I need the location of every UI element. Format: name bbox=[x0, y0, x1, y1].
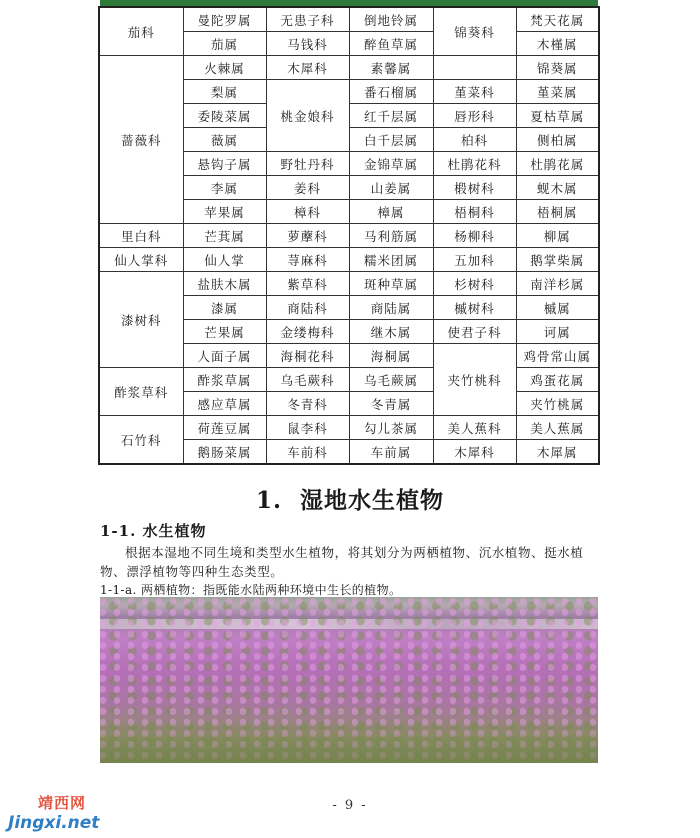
table-cell: 槭属 bbox=[516, 296, 599, 320]
table-cell: 使君子科 bbox=[433, 320, 516, 344]
table-cell: 梧桐科 bbox=[433, 200, 516, 224]
table-cell: 木犀属 bbox=[516, 440, 599, 465]
table-cell: 茄科 bbox=[99, 7, 183, 56]
table-cell: 芒萁属 bbox=[183, 224, 266, 248]
table-cell: 杜鹃花属 bbox=[516, 152, 599, 176]
table-cell: 火棘属 bbox=[183, 56, 266, 80]
table-cell: 鹅掌柴属 bbox=[516, 248, 599, 272]
table-cell: 荨麻科 bbox=[266, 248, 349, 272]
table-cell: 仙人掌 bbox=[183, 248, 266, 272]
table-cell: 南洋杉属 bbox=[516, 272, 599, 296]
table-row bbox=[99, 416, 599, 440]
table-cell: 乌毛蕨属 bbox=[349, 368, 433, 392]
table-cell: 姜科 bbox=[266, 176, 349, 200]
watermark-line1: 靖西网 bbox=[38, 794, 87, 812]
table-cell: 杉树科 bbox=[433, 272, 516, 296]
table-row bbox=[99, 248, 599, 272]
table-cell: 紫草科 bbox=[266, 272, 349, 296]
table-cell: 斑种草属 bbox=[349, 272, 433, 296]
table-cell: 杨柳科 bbox=[433, 224, 516, 248]
table-cell: 感应草属 bbox=[183, 392, 266, 416]
section-title: 湿地水生植物 bbox=[300, 487, 444, 514]
table-cell: 蚬木属 bbox=[516, 176, 599, 200]
table-cell: 梨属 bbox=[183, 80, 266, 104]
table-cell: 悬钩子属 bbox=[183, 152, 266, 176]
table-cell: 木犀科 bbox=[266, 56, 349, 80]
table-cell: 美人蕉科 bbox=[433, 416, 516, 440]
table-cell: 梧桐属 bbox=[516, 200, 599, 224]
table-cell: 木犀科 bbox=[433, 440, 516, 465]
table-row bbox=[99, 56, 599, 80]
table-cell: 曼陀罗属 bbox=[183, 7, 266, 32]
table-cell: 五加科 bbox=[433, 248, 516, 272]
wetland-flower-photo bbox=[100, 597, 598, 763]
table-cell: 勾儿茶属 bbox=[349, 416, 433, 440]
table-cell: 诃属 bbox=[516, 320, 599, 344]
table-cell: 樟属 bbox=[349, 200, 433, 224]
table-cell: 樟科 bbox=[266, 200, 349, 224]
table-cell: 马钱科 bbox=[266, 32, 349, 56]
section-heading bbox=[0, 482, 700, 515]
table-cell: 酢浆草属 bbox=[183, 368, 266, 392]
table-cell: 海桐属 bbox=[349, 344, 433, 368]
table-cell: 番石榴属 bbox=[349, 80, 433, 104]
table-cell: 金锦草属 bbox=[349, 152, 433, 176]
table-cell: 鼠李科 bbox=[266, 416, 349, 440]
table-cell: 鹅肠菜属 bbox=[183, 440, 266, 465]
table-cell: 椴树科 bbox=[433, 176, 516, 200]
table-cell: 鸡骨常山属 bbox=[516, 344, 599, 368]
table-cell: 倒地铃属 bbox=[349, 7, 433, 32]
table-cell: 车前科 bbox=[266, 440, 349, 465]
table-cell: 金缕梅科 bbox=[266, 320, 349, 344]
table-cell: 鸡蛋花属 bbox=[516, 368, 599, 392]
table-cell: 醉鱼草属 bbox=[349, 32, 433, 56]
section-number: 1. bbox=[255, 487, 282, 514]
table-cell: 李属 bbox=[183, 176, 266, 200]
table-cell: 马利筋属 bbox=[349, 224, 433, 248]
table-cell: 薇属 bbox=[183, 128, 266, 152]
subsection-heading: 1-1. 水生植物 bbox=[100, 522, 207, 540]
table-cell bbox=[433, 56, 516, 80]
table-cell: 石竹科 bbox=[99, 416, 183, 465]
table-cell: 冬青属 bbox=[349, 392, 433, 416]
table-cell: 芒果属 bbox=[183, 320, 266, 344]
sub-note: 1-1-a. 两栖植物：指既能水陆两种环境中生长的植物。 bbox=[100, 583, 402, 597]
table-cell: 唇形科 bbox=[433, 104, 516, 128]
table-cell: 野牡丹科 bbox=[266, 152, 349, 176]
table-cell: 白千层属 bbox=[349, 128, 433, 152]
table-cell: 夹竹桃科 bbox=[433, 344, 516, 416]
table-row bbox=[99, 7, 599, 32]
table-cell: 海桐花科 bbox=[266, 344, 349, 368]
table-cell: 柳属 bbox=[516, 224, 599, 248]
table-row bbox=[99, 368, 599, 392]
table-cell: 杜鹃花科 bbox=[433, 152, 516, 176]
table-cell: 红千层属 bbox=[349, 104, 433, 128]
watermark bbox=[8, 792, 99, 833]
table-cell: 仙人掌科 bbox=[99, 248, 183, 272]
table-cell: 锦葵科 bbox=[433, 7, 516, 56]
table-cell: 酢浆草科 bbox=[99, 368, 183, 416]
table-cell: 委陵菜属 bbox=[183, 104, 266, 128]
table-cell: 车前属 bbox=[349, 440, 433, 465]
table-cell: 茄属 bbox=[183, 32, 266, 56]
table-cell: 漆属 bbox=[183, 296, 266, 320]
table-cell: 苹果属 bbox=[183, 200, 266, 224]
table-cell: 人面子属 bbox=[183, 344, 266, 368]
body-paragraph: 根据本湿地不同生境和类型水生植物，将其划分为两栖植物、沉水植物、挺水植物、漂浮植物等四种生态类型。 bbox=[100, 545, 584, 579]
table-cell: 漆树科 bbox=[99, 272, 183, 368]
table-cell: 美人蕉属 bbox=[516, 416, 599, 440]
table-cell: 梵天花属 bbox=[516, 7, 599, 32]
table-cell: 堇菜科 bbox=[433, 80, 516, 104]
table-cell: 商陆属 bbox=[349, 296, 433, 320]
table-cell: 冬青科 bbox=[266, 392, 349, 416]
table-cell: 侧柏属 bbox=[516, 128, 599, 152]
table-cell: 柏科 bbox=[433, 128, 516, 152]
table-cell: 木槿属 bbox=[516, 32, 599, 56]
table-cell: 堇菜属 bbox=[516, 80, 599, 104]
plant-taxa-table bbox=[98, 6, 600, 465]
table-cell: 无患子科 bbox=[266, 7, 349, 32]
table-row bbox=[99, 272, 599, 296]
table-cell: 夹竹桃属 bbox=[516, 392, 599, 416]
table-cell: 糯米团属 bbox=[349, 248, 433, 272]
page-number: - 9 - bbox=[332, 798, 368, 813]
table-cell: 锦葵属 bbox=[516, 56, 599, 80]
table-cell: 商陆科 bbox=[266, 296, 349, 320]
table-cell: 蔷薇科 bbox=[99, 56, 183, 224]
photo-grass-foreground bbox=[100, 718, 598, 763]
table-cell: 山姜属 bbox=[349, 176, 433, 200]
table-cell: 桃金娘科 bbox=[266, 80, 349, 152]
table-cell: 夏枯草属 bbox=[516, 104, 599, 128]
table-cell: 荷莲豆属 bbox=[183, 416, 266, 440]
watermark-line2: Jingxi.net bbox=[8, 813, 100, 833]
table-cell: 乌毛蕨科 bbox=[266, 368, 349, 392]
table-cell: 槭树科 bbox=[433, 296, 516, 320]
table-cell: 里白科 bbox=[99, 224, 183, 248]
table-cell: 继木属 bbox=[349, 320, 433, 344]
table-row bbox=[99, 224, 599, 248]
table-cell: 盐肤木属 bbox=[183, 272, 266, 296]
table-cell: 素馨属 bbox=[349, 56, 433, 80]
table-cell: 萝藦科 bbox=[266, 224, 349, 248]
